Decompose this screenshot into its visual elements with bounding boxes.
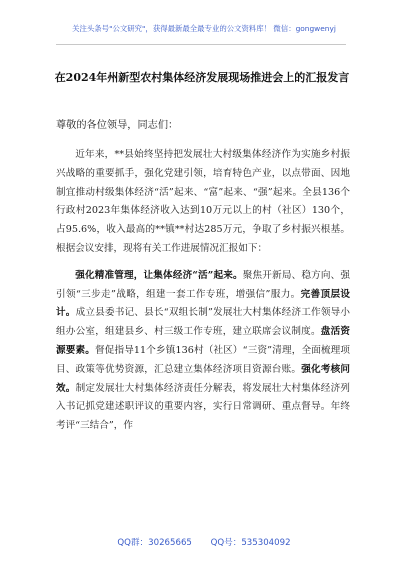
salutation: 尊敬的各位领导，同志们： (56, 120, 179, 131)
point-text: 制定发展壮大村集体经济责任分解表，将发展壮大村集体经济列入书记抓党建述职评议的重要内容，实行日常调研、重点督导。年终考评“三结合”，作 (56, 382, 351, 432)
point-text: 督促指导11个乡镇136村（社区）“三资”清理，全面梳理项目、政策等优势资源，汇总建立集体经济项目资源台账。 (56, 344, 351, 375)
section-heading: 强化精准管理，让集体经济“活”起来。 (75, 269, 243, 281)
header-divider (56, 44, 346, 45)
footer-contacts (0, 536, 408, 548)
document-title: 在2024年州新型农村集体经济发展现场推进会上的汇报发言 (54, 71, 350, 84)
point-heading: 完善顶层设计。 (56, 288, 350, 319)
qq-group: QQ群：30265665 (117, 538, 192, 548)
point-heading: 强化考核问效。 (56, 363, 351, 394)
header-note: 关注头条号"公文研究"，获得最新最全最专业的公文资料库！ 微信：gongwenyj (72, 24, 336, 33)
point-text: 成立县委书记、县长“双组长制”发展壮大村集体经济工作领导小组办公室，组建县乡、村三级工作专班，建立联席会议制度。 (56, 307, 351, 338)
intro-paragraph: 近年来，**县始终坚持把发展壮大村级集体经济作为实施乡村振兴战略的重要抓手，强化党建引领，培育特色产业，以点带面、因地制宜推动村级集体经济“活”起来、“富”起来、“强”起来。全县136个行政村2023年集体经济收入达到10万元以上的村（社区）130个，占95.6%，收入最高的**镇**村达285万元，争取了乡村振兴根基。根据会议安排，现将有关工作进展情况汇报如下： (56, 149, 350, 254)
section-paragraph (56, 267, 350, 436)
document-body (56, 146, 350, 436)
point-heading: 盘活资源要素。 (56, 326, 351, 356)
section-text: 聚焦开新局、稳方向、强引领“三步走”战略，组建一套工作专班，增强信”服力。 (56, 269, 351, 300)
qq-number: QQ号：535304092 (210, 538, 291, 548)
